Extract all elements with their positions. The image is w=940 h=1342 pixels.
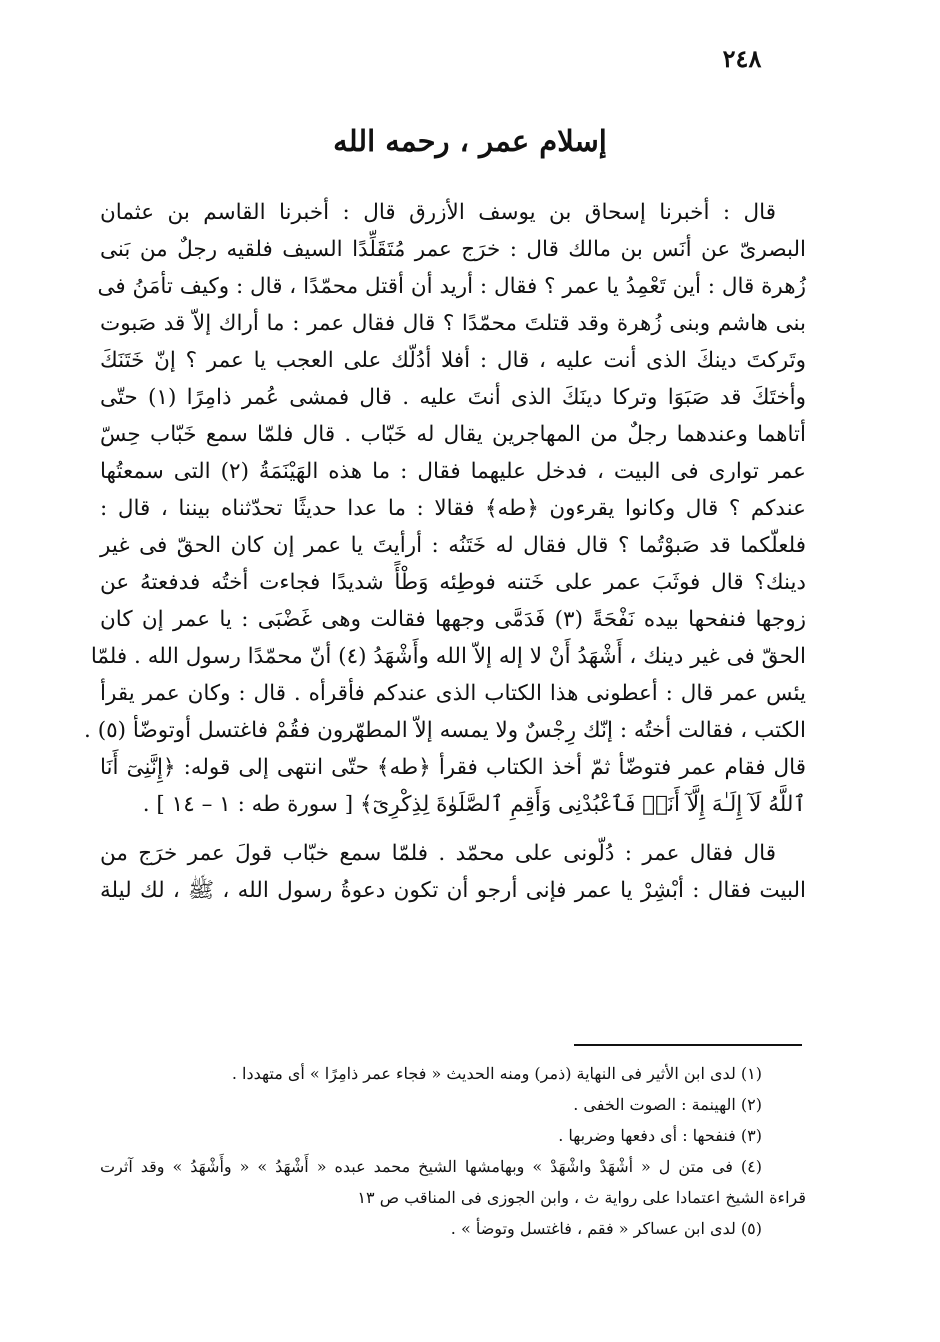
text-line: يئس عمر قال : أعطونى هذا الكتاب الذى عندكم فأقرأه . قال : وكان عمر يقرأ xyxy=(100,681,806,706)
text-line: زوجها فنفحها بيده نَفْحَةً (٣) فَدَمَّى وجهها فقالت وهى غَضْبَى : يا عمر إن كان xyxy=(100,607,806,632)
text-line: البيت فقال : أبْشِرْ يا عمر فإنى أرجو أن تكون دعوةُ رسول الله ، ﷺ ، لك ليلة xyxy=(100,878,806,903)
text-line: البصرىّ عن أنَس بن مالك قال : خرَج عمر مُتَقَلِّدًا السيف فلقيه رجلٌ من بَنى xyxy=(100,237,806,262)
text-line: أتاهما وعندهما رجلٌ من المهاجرين يقال له خَبّاب . قال فلمّا سمع خَبّاب حِسّ xyxy=(100,422,806,447)
text-line: زُهرة قال : أين تَعْمِدُ يا عمر ؟ فقال : أريد أن أقتل محمّدًا ، قال : وكيف تأمَنُ فى xyxy=(97,274,806,299)
text-line: دينك؟ قال فوثَبَ عمر على خَتنه فوطِئه وَطْأً شديدًا فجاءت أختُه فدفعتهُ عن xyxy=(100,570,806,595)
footnote-5: (٥) لدى ابن عساكر « فقم ، فاغتسل وتوضأ » . xyxy=(450,1219,762,1238)
text-line: الحقّ فى غير دينك ، أَشْهَدُ أَنْ لا إله إلاّ الله وأَشْهَدُ (٤) أنّ محمّدًا رسول الله . فلمّا xyxy=(90,644,806,669)
text-line: ٱللَّهُ لَآ إِلَـٰهَ إِلَّآ أَنَا۠ فَٱعْبُدْنِى وَأَقِمِ ٱلصَّلَوٰةَ لِذِكْرِىٓ﴾ [ سورة طه : ١ – ١٤ ] . xyxy=(142,792,806,817)
main-text xyxy=(84,194,806,909)
footnotes xyxy=(100,1058,806,1244)
text-line: وأختَكَ قد صَبَوَا وتركا دينَكَ الذى أنتَ عليه . قال فمشى عُمر ذامِرًا (١) حتّى xyxy=(100,385,806,410)
footnote-4-continued: قراءة الشيخ اعتمادا على رواية ث ، وابن الجوزى فى المناقب ص ١٣ xyxy=(357,1188,806,1207)
page-number: ٢٤٨ xyxy=(722,44,762,73)
text-line: قال فقال عمر : دُلّونى على محمّد . فلمّا سمع خبّاب قولَ عمر خرَج من xyxy=(100,841,776,866)
text-line: عندكم ؟ قال وكانوا يقرءون ﴿طه﴾ فقالا : ما عدا حديثًا تحدّثناه بيننا ، قال : xyxy=(100,496,806,521)
chapter-title: إسلام عمر ، رحمه الله xyxy=(333,124,607,158)
text-line: قال فقام عمر فتوضّأ ثمّ أخذ الكتاب فقرأ ﴿طه﴾ حتّى انتهى إلى قوله: ﴿إِنَّنِىٓ أَنَا xyxy=(100,755,806,780)
footnote-4: (٤) فى متن ل « أشْهَدْ واشْهَدْ » وبهامشها الشيخ محمد عبده « أَشْهَدُ » « وأَشْهَدُ » وقد آثرت xyxy=(100,1157,762,1176)
text-line: وتَركتَ دينكَ الذى أنت عليه ، قال : أفلا أدُلّك على العجب يا عمر ؟ إنّ خَتَنَكَ xyxy=(100,348,806,373)
text-line: فلعلّكما قد صَبوْتُما ؟ قال فقال له خَتَنُه : أرأيتَ يا عمر إن كان الحقّ فى غير xyxy=(100,533,806,558)
text-line: عمر توارى فى البيت ، فدخل عليهما فقال : ما هذه الهَيْنَمَةُ (٢) التى سمعتُها xyxy=(100,459,806,484)
footnote-2: (٢) الهينمة : الصوت الخفى . xyxy=(573,1095,762,1114)
text-line: قال : أخبرنا إسحاق بن يوسف الأزرق قال : أخبرنا القاسم بن عثمان xyxy=(100,200,776,225)
footnote-1: (١) لدى ابن الأثير فى النهاية (ذمر) ومنه الحديث « فجاء عمر ذامِرًا » أى متهددا . xyxy=(231,1064,762,1083)
text-line: بنى هاشم وبنى زُهرة وقد قتلتَ محمّدًا ؟ قال فقال عمر : ما أراك إلاّ قد صَبوت xyxy=(100,311,806,336)
text-line: الكتب ، فقالت أختُه : إنّك رِجْسٌ ولا يمسه إلاّ المطهّرون فقُمْ فاغتسل أوتوضّأ (٥) . xyxy=(84,718,806,743)
footnote-3: (٣) فنفحها : أى دفعها وضربها . xyxy=(558,1126,762,1145)
footnote-divider xyxy=(574,1044,802,1046)
